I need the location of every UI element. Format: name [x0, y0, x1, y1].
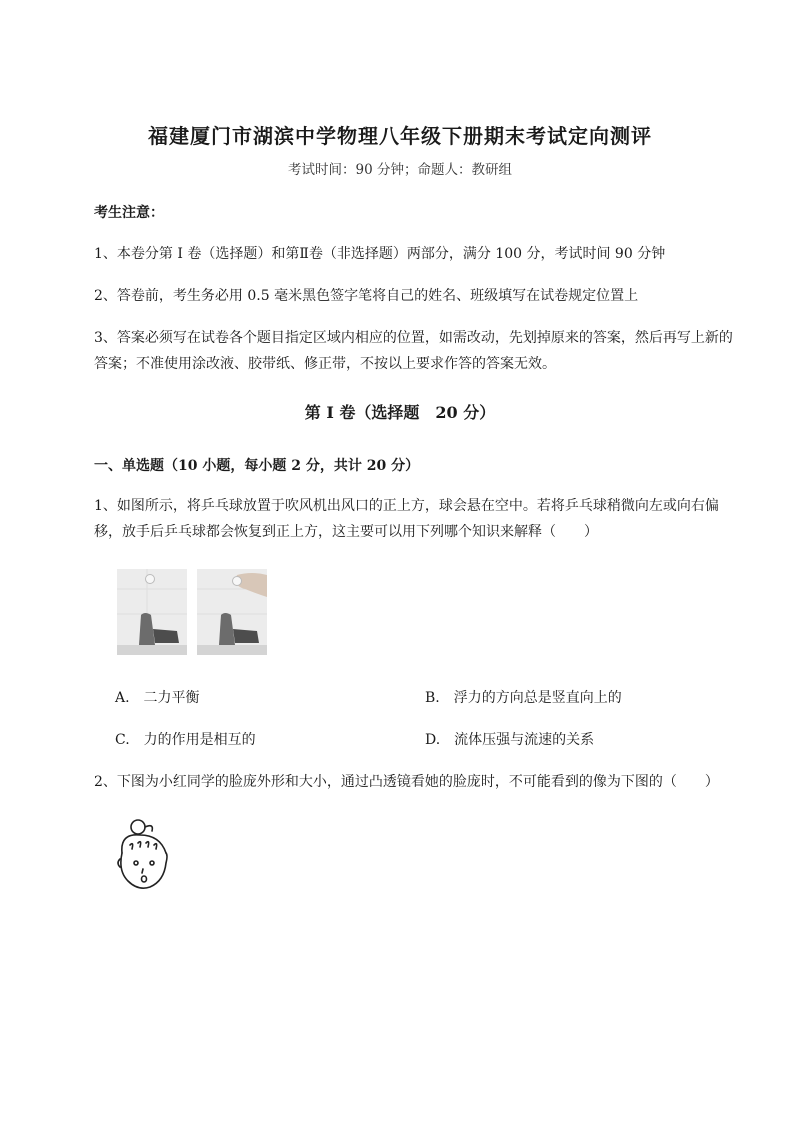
section-title: 第 I 卷（选择题 20 分）: [304, 403, 496, 422]
option-c[interactable]: C. 力的作用是相互的: [115, 732, 256, 748]
hair-dryer-photo-right: [197, 569, 267, 655]
notice-item-1: 1、本卷分第 I 卷（选择题）和第Ⅱ卷（非选择题）两部分，满分 100 分，考试时间 90 分钟: [94, 246, 666, 262]
notice-heading: 考生注意：: [94, 205, 164, 221]
option-d[interactable]: D. 流体压强与流速的关系: [425, 732, 595, 748]
hair-dryer-photo-left: [117, 569, 187, 655]
question-2-text: 2、下图为小红同学的脸庞外形和大小，通过凸透镜看她的脸庞时，不可能看到的像为下图的（ ）: [94, 774, 719, 790]
girl-face-drawing: [112, 815, 182, 897]
option-a[interactable]: A. 二力平衡: [115, 690, 200, 706]
notice-item-2: 2、答卷前，考生务必用 0.5 毫米黑色签字笔将自己的姓名、班级填写在试卷规定位置上: [94, 288, 639, 304]
part-heading: 一、单选题（10 小题，每小题 2 分，共计 20 分）: [94, 458, 420, 474]
exam-info: 考试时间：90 分钟；命题人：教研组: [288, 162, 512, 178]
notice-item-3: 3、答案必须写在试卷各个题目指定区域内相应的位置，如需改动，先划掉原来的答案，然后再写上新的答案；不准使用涂改液、胶带纸、修正带，不按以上要求作答的答案无效。: [94, 330, 733, 372]
question-1-text: 1、如图所示，将乒乓球放置于吹风机出风口的正上方，球会悬在空中。若将乒乓球稍微向左或向右偏移，放手后乒乓球都会恢复到正上方，这主要可以用下列哪个知识来解释（ ）: [94, 498, 719, 540]
option-b[interactable]: B. 浮力的方向总是竖直向上的: [425, 690, 622, 706]
page-title: 福建厦门市湖滨中学物理八年级下册期末考试定向测评: [148, 124, 652, 148]
